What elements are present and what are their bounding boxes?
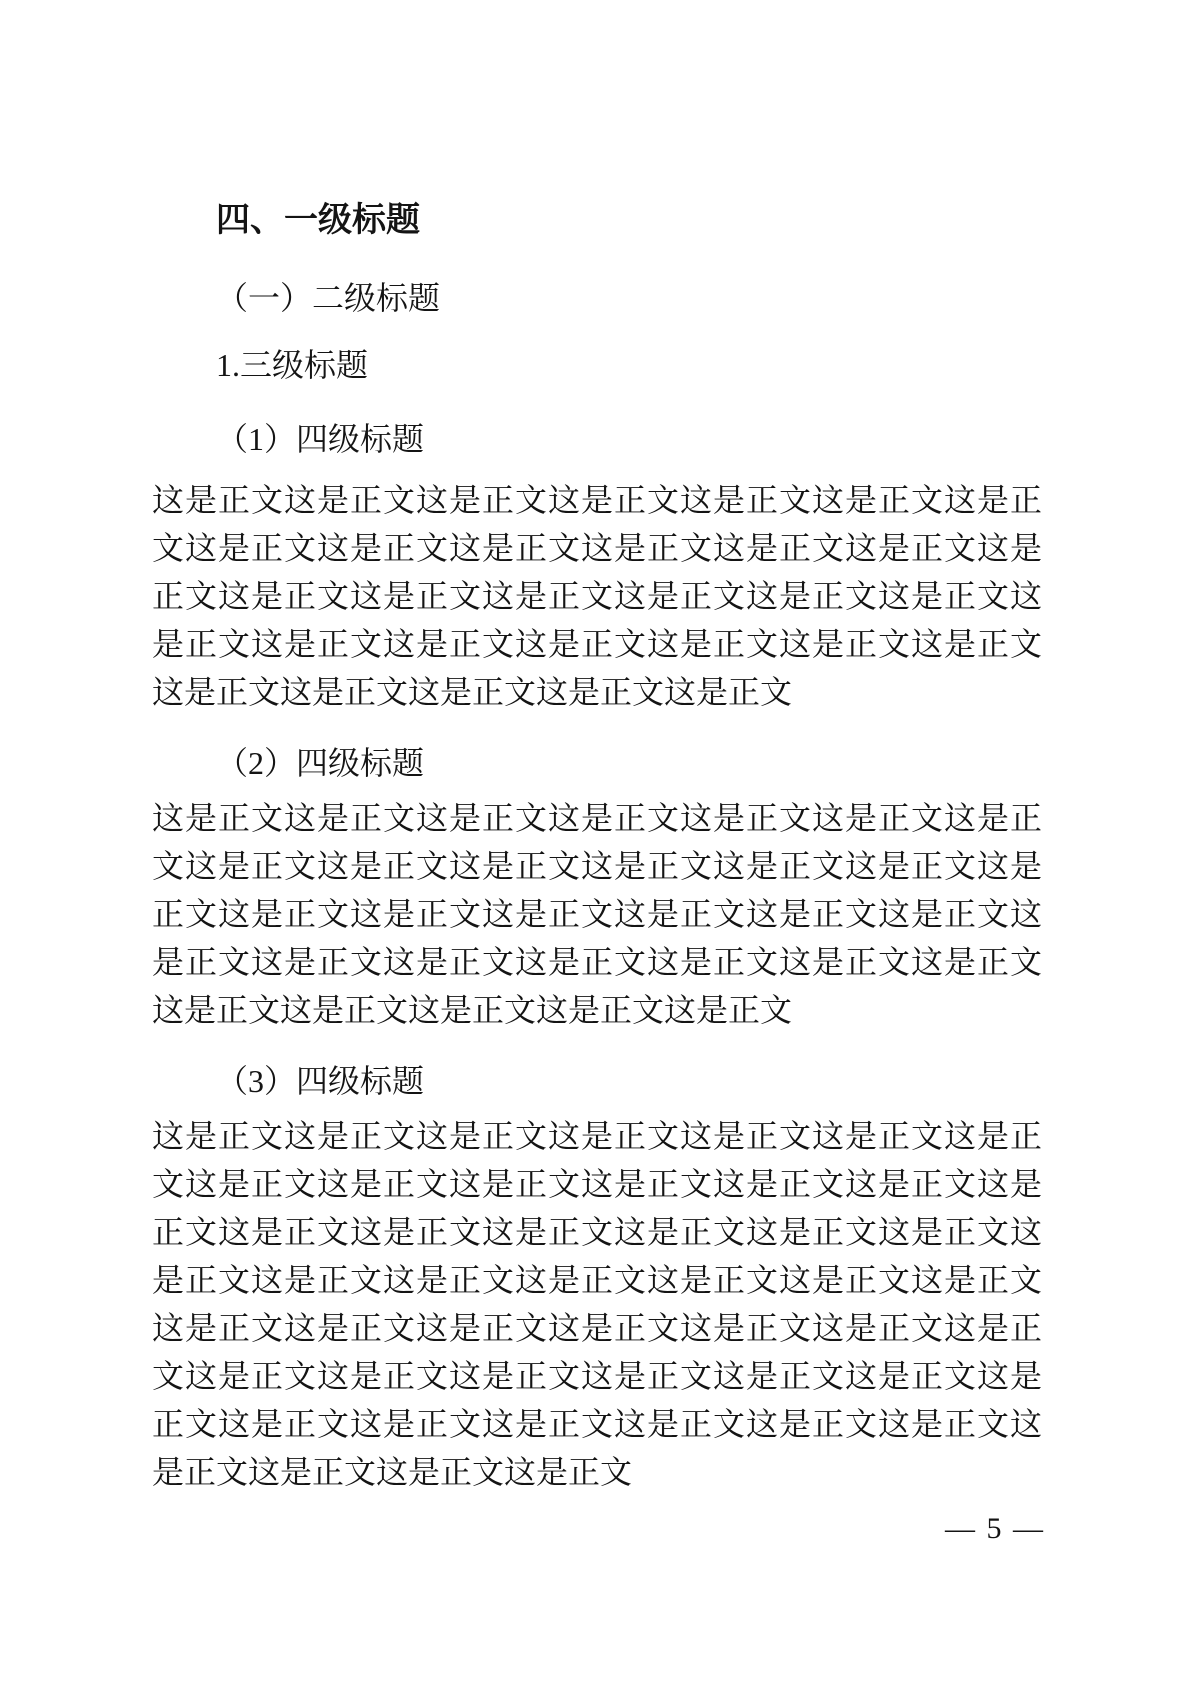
body-text-line: 是正文这是正文这是正文这是正文这是正文这是正文这是正文 [152,944,1042,980]
body-text-line: 是正文这是正文这是正文这是正文这是正文这是正文这是正文 [152,1262,1042,1298]
body-text-line: 正文这是正文这是正文这是正文这是正文这是正文这是正文这 [152,1406,1042,1442]
section-1 [152,416,1042,716]
heading-level-4: （1）四级标题 [216,421,425,457]
page-number: — 5 — [945,1512,1045,1545]
heading-level-4: （2）四级标题 [216,745,425,781]
body-text-line: 这是正文这是正文这是正文这是正文这是正文这是正文这是正 [152,1310,1042,1346]
heading-level-2: （一）二级标题 [216,280,441,316]
body-text-line: 文这是正文这是正文这是正文这是正文这是正文这是正文这是 [152,530,1042,566]
body-text-line: 正文这是正文这是正文这是正文这是正文这是正文这是正文这 [152,1214,1042,1250]
body-text-line: 文这是正文这是正文这是正文这是正文这是正文这是正文这是 [152,1358,1042,1394]
body-text-line: 这是正文这是正文这是正文这是正文这是正文这是正文这是正 [152,1118,1042,1154]
body-text-line: 这是正文这是正文这是正文这是正文这是正文这是正文这是正 [152,800,1042,836]
body-text-line: 这是正文这是正文这是正文这是正文这是正文这是正文这是正 [152,482,1042,518]
body-text-line: 是正文这是正文这是正文这是正文 [152,1454,633,1490]
body-paragraph [152,476,1042,716]
body-text-line: 是正文这是正文这是正文这是正文这是正文这是正文这是正文 [152,626,1042,662]
heading-level-1: 四、一级标题 [216,201,420,239]
body-text-line: 这是正文这是正文这是正文这是正文这是正文 [152,674,793,710]
body-text-line: 文这是正文这是正文这是正文这是正文这是正文这是正文这是 [152,1166,1042,1202]
heading-level-4: （3）四级标题 [216,1063,425,1099]
heading-level-3: 1.三级标题 [216,347,369,383]
body-text-line: 正文这是正文这是正文这是正文这是正文这是正文这是正文这 [152,578,1042,614]
body-paragraph [152,1112,1042,1496]
body-paragraph [152,794,1042,1034]
body-text-line: 这是正文这是正文这是正文这是正文这是正文 [152,992,793,1028]
body-text-line: 正文这是正文这是正文这是正文这是正文这是正文这是正文这 [152,896,1042,932]
body-text-line: 文这是正文这是正文这是正文这是正文这是正文这是正文这是 [152,848,1042,884]
section-2 [152,740,1042,1034]
document-content [152,198,1042,1496]
section-3 [152,1058,1042,1496]
